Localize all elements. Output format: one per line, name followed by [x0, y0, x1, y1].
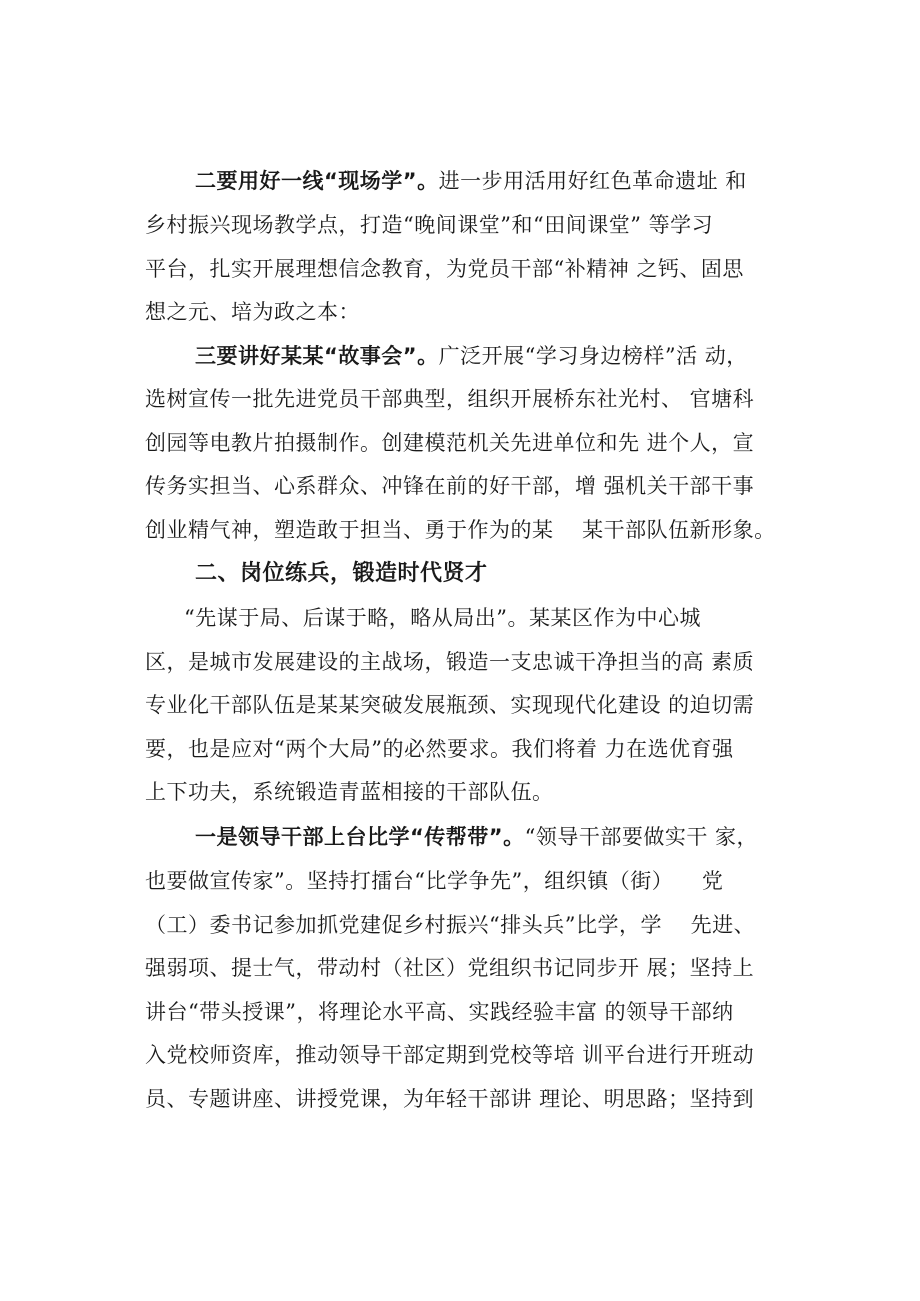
paragraph-4-line-2: 也要做宣传家”。坚持打擂台“比学争先”，组织镇（街） 党	[145, 869, 724, 893]
paragraph-3-line-1: “先谋于局、后谋于略，略从局出”。某某区作为中心城	[184, 606, 701, 630]
paragraph-1-line-3: 平台，扎实开展理想信念教育，为党员干部“补精神 之钙、固思	[145, 257, 744, 281]
paragraph-1-text: 进一步用活用好红色革命遗址 和	[438, 169, 747, 193]
paragraph-2-line-3: 创园等电教片拍摄制作。创建模范机关先进单位和先 进个人，宣	[145, 431, 755, 455]
paragraph-4-bold-lead: 一是领导干部上台比学“传帮带”。	[195, 825, 525, 849]
paragraph-4-line-6: 入党校师资库，推动领导干部定期到党校等培 训平台进行开班动	[145, 1043, 755, 1067]
paragraph-2-line-4: 传务实担当、心系群众、冲锋在前的好干部，增 强机关干部干事	[145, 474, 755, 498]
paragraph-2-line-1	[195, 341, 825, 371]
paragraph-3-line-3: 专业化干部队伍是某某突破发展瓶颈、实现现代化建设 的迫切需	[145, 693, 755, 717]
paragraph-4-text: “领导干部要做实干 家，	[524, 825, 759, 849]
paragraph-4-line-5: 讲台“带头授课”，将理论水平高、实践经验丰富 的领导干部纳	[145, 1000, 734, 1024]
paragraph-1-line-1	[195, 166, 825, 196]
paragraph-1-bold-lead: 二要用好一线“现场学”。	[195, 169, 439, 193]
paragraph-4-line-4: 强弱项、提士气，带动村（社区）党组织书记同步开 展；坚持上	[145, 956, 755, 980]
paragraph-4-line-1	[195, 822, 825, 852]
paragraph-3-line-4: 要，也是应对“两个大局”的必然要求。我们将着 力在选优育强	[145, 737, 734, 761]
paragraph-1-line-2: 乡村振兴现场教学点，打造“晚间课堂”和“田间课堂” 等学习	[145, 213, 714, 237]
paragraph-4-line-7: 员、专题讲座、讲授党课，为年轻干部讲 理论、明思路；坚持到	[145, 1087, 755, 1111]
paragraph-4-line-3: （工）委书记参加抓党建促乡村振兴“排头兵”比学，学 先进、	[145, 913, 756, 937]
paragraph-2-text: 广泛开展“学习身边榜样”活 动，	[438, 344, 748, 368]
paragraph-3-line-5: 上下功夫，系统锻造青蓝相接的干部队伍。	[145, 780, 554, 804]
paragraph-1-line-4: 想之元、培为政之本：	[145, 300, 360, 324]
paragraph-3-line-2: 区，是城市发展建设的主战场，锻造一支忠诚干净担当的高 素质	[145, 650, 755, 674]
section-heading: 二、岗位练兵，锻造时代贤才	[195, 561, 488, 586]
paragraph-2-line-2: 选树宣传一批先进党员干部典型，组织开展桥东社光村、 官塘科	[145, 387, 755, 411]
paragraph-2-bold-lead: 三要讲好某某“故事会”。	[195, 344, 439, 368]
paragraph-2-line-5: 创业精气神，塑造敢于担当、勇于作为的某 某干部队伍新形象。	[145, 518, 776, 542]
